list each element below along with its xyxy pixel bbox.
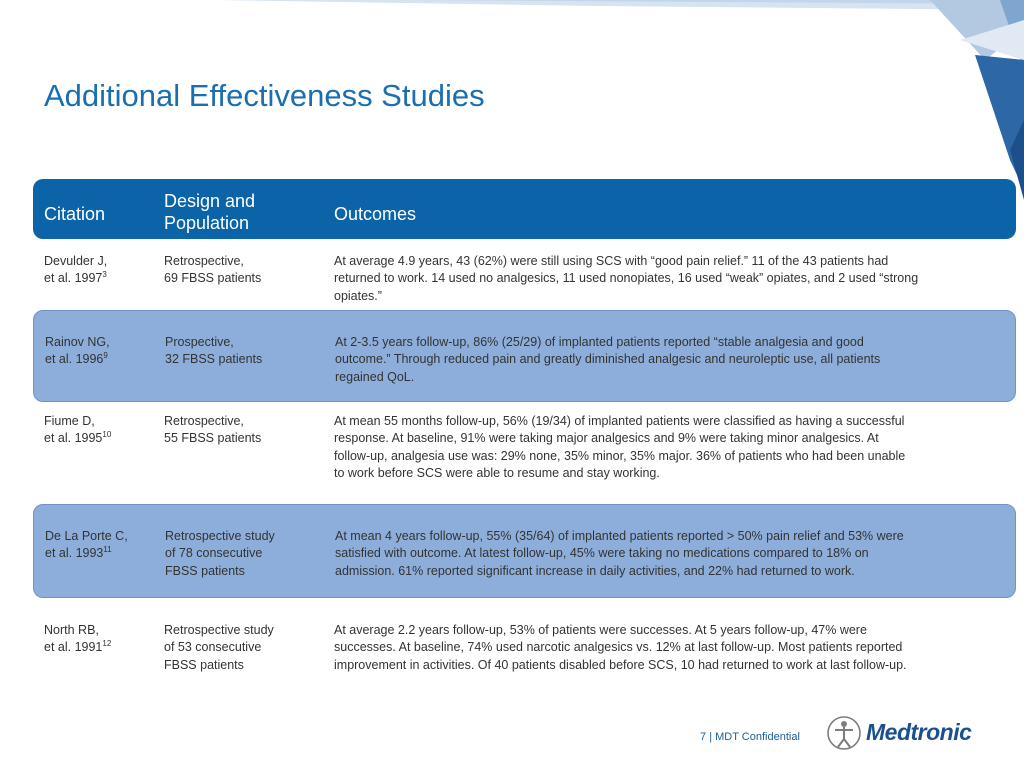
design-line: Retrospective, bbox=[164, 254, 244, 268]
citation-year: et al. 1997 bbox=[44, 271, 103, 286]
outcome-line: At 2-3.5 years follow-up, 86% (25/29) of implanted patients reported “stable analgesia and good bbox=[335, 335, 864, 349]
citation-cell bbox=[44, 622, 159, 657]
design-line: FBSS patients bbox=[165, 563, 245, 578]
outcome-line: opiates.” bbox=[334, 288, 382, 303]
logo-figure-icon bbox=[826, 715, 862, 751]
design-line: 55 FBSS patients bbox=[164, 431, 262, 446]
header-citation: Citation bbox=[44, 204, 106, 224]
outcome-line: follow-up, analgesia use was: 29% none, 35% minor, 35% major. 36% of patients who had been unable bbox=[334, 448, 906, 463]
outcome-line: At average 4.9 years, 43 (62%) were still using SCS with “good pain relief.” 11 of the 43 patients had bbox=[334, 254, 889, 268]
table-row bbox=[33, 310, 1016, 402]
medtronic-logo bbox=[826, 715, 1000, 753]
logo-wordmark: Medtronic bbox=[866, 719, 972, 745]
table-header bbox=[33, 179, 1016, 239]
reference-superscript: 10 bbox=[102, 430, 112, 440]
design-line: Retrospective, bbox=[164, 414, 244, 428]
citation-year: et al. 1996 bbox=[45, 352, 104, 367]
citation-cell bbox=[45, 334, 160, 369]
outcome-cell bbox=[334, 413, 1004, 483]
citation-author: Rainov NG, bbox=[45, 335, 110, 349]
design-line: Retrospective study bbox=[164, 623, 274, 637]
design-line: of 78 consecutive bbox=[165, 546, 263, 561]
citation-year: et al. 1993 bbox=[45, 546, 104, 561]
citation-author: North RB, bbox=[44, 623, 99, 637]
table-row bbox=[33, 504, 1016, 598]
outcome-line: At mean 4 years follow-up, 55% (35/64) of implanted patients reported > 50% pain relief and 53% were bbox=[335, 529, 904, 543]
citation-etal bbox=[44, 639, 159, 656]
outcome-line: satisfied with outcome. At latest follow-up, 45% were taking no medications compared to 18% on bbox=[335, 546, 869, 561]
citation-etal bbox=[44, 430, 159, 447]
outcome-line: response. At baseline, 91% were taking major analgesics and 9% were taking minor analgesics. At bbox=[334, 431, 879, 446]
outcome-cell bbox=[334, 622, 1004, 674]
header-design-line2: Population bbox=[164, 213, 250, 233]
reference-superscript: 3 bbox=[102, 270, 107, 280]
citation-etal bbox=[45, 545, 160, 562]
design-line: Prospective, bbox=[165, 335, 234, 349]
design-cell bbox=[164, 413, 324, 448]
page-number: 7 bbox=[700, 731, 707, 743]
design-cell bbox=[164, 622, 324, 674]
footer-separator: | bbox=[709, 731, 713, 743]
outcome-line: improvement in activities. Of 40 patients disabled before SCS, 10 had returned to work at last follow-up. bbox=[334, 657, 907, 672]
header-design bbox=[164, 190, 255, 234]
design-line: 32 FBSS patients bbox=[165, 352, 263, 367]
outcome-cell bbox=[335, 528, 1005, 580]
citation-cell bbox=[45, 528, 160, 563]
design-line: FBSS patients bbox=[164, 657, 244, 672]
header-design-line1: Design and bbox=[164, 191, 256, 211]
slide-title: Additional Effectiveness Studies bbox=[44, 78, 485, 113]
design-line: of 53 consecutive bbox=[164, 640, 262, 655]
table-row bbox=[33, 620, 1016, 676]
outcome-line: returned to work. 14 used no analgesics, 11 used nonopiates, 16 used “weak” opiates, and 2 used “strong bbox=[334, 271, 919, 286]
citation-author: Fiume D, bbox=[44, 414, 95, 428]
design-cell bbox=[165, 334, 325, 369]
outcome-line: admission. 61% reported significant increase in daily activities, and 22% had returned to work. bbox=[335, 563, 855, 578]
design-line: Retrospective study bbox=[165, 529, 275, 543]
outcome-line: At mean 55 months follow-up, 56% (19/34) of implanted patients were classified as having a successful bbox=[334, 414, 905, 428]
reference-superscript: 12 bbox=[102, 639, 112, 649]
citation-etal bbox=[44, 270, 159, 287]
reference-superscript: 9 bbox=[103, 351, 108, 361]
citation-etal bbox=[45, 351, 160, 368]
outcome-line: successes. At baseline, 74% used narcotic analgesics vs. 12% at last follow-up. Most patients reported bbox=[334, 640, 903, 655]
design-cell bbox=[165, 528, 325, 580]
citation-cell bbox=[44, 413, 159, 448]
reference-superscript: 11 bbox=[103, 545, 112, 555]
citation-cell bbox=[44, 253, 159, 288]
citation-year: et al. 1991 bbox=[44, 640, 103, 655]
outcome-line: to work before SCS were able to resume and stay working. bbox=[334, 466, 660, 481]
outcome-line: outcome.” Through reduced pain and greatly diminished analgesic and neuroleptic use, all patients bbox=[335, 352, 881, 367]
outcome-cell bbox=[335, 334, 1005, 386]
confidential-label: MDT Confidential bbox=[715, 731, 800, 743]
design-cell bbox=[164, 253, 324, 288]
header-outcomes: Outcomes bbox=[334, 204, 417, 224]
citation-year: et al. 1995 bbox=[44, 431, 103, 446]
citation-author: Devulder J, bbox=[44, 254, 108, 268]
outcome-line: At average 2.2 years follow-up, 53% of patients were successes. At 5 years follow-up, 47% were bbox=[334, 623, 867, 637]
design-line: 69 FBSS patients bbox=[164, 271, 262, 286]
citation-author: De La Porte C, bbox=[45, 529, 128, 543]
table-row bbox=[33, 251, 1016, 307]
outcome-cell bbox=[334, 253, 1004, 305]
outcome-line: regained QoL. bbox=[335, 369, 415, 384]
table-row bbox=[33, 411, 1016, 491]
footer-label bbox=[700, 731, 800, 743]
